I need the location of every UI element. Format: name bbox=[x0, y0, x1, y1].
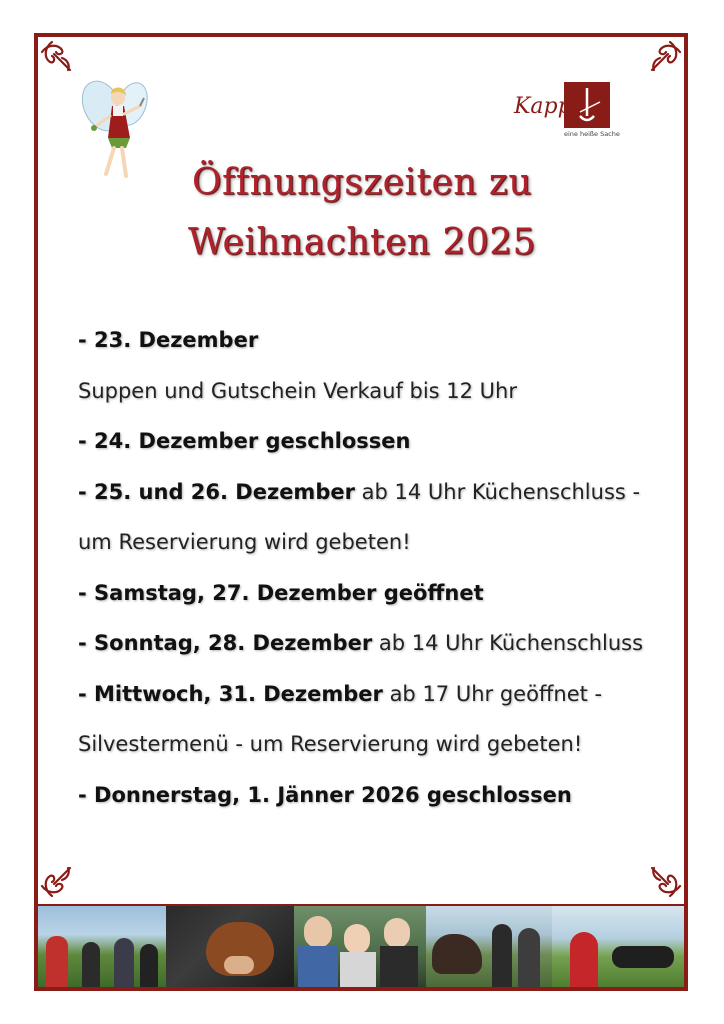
hours-line: - Sonntag, 28. Dezember ab 14 Uhr Küchenschluss bbox=[78, 631, 644, 655]
logo-wordmark: Kappl bbox=[514, 94, 579, 119]
photo-strip bbox=[38, 906, 684, 987]
photo-people-toast bbox=[294, 906, 426, 987]
hours-line: - Samstag, 27. Dezember geöffnet bbox=[78, 580, 484, 605]
photo-cow bbox=[166, 906, 294, 987]
logo-tagline: eine heiße Sache bbox=[564, 130, 620, 138]
corner-ornament-icon bbox=[646, 862, 684, 900]
photo-crowd-outdoor bbox=[38, 906, 166, 987]
hours-line: Silvestermenü - um Reservierung wird gebeten! bbox=[78, 732, 583, 756]
kappl-logo bbox=[514, 80, 618, 144]
hours-line: - Donnerstag, 1. Jänner 2026 geschlossen bbox=[78, 782, 572, 807]
hours-line: - Mittwoch, 31. Dezember ab 17 Uhr geöffnet - bbox=[78, 681, 603, 706]
hours-line: um Reservierung wird gebeten! bbox=[78, 530, 411, 554]
opening-hours-list bbox=[78, 322, 678, 827]
hours-line: - 25. und 26. Dezember ab 14 Uhr Küchenschluss - bbox=[78, 479, 641, 504]
corner-ornament-icon bbox=[38, 38, 76, 76]
page-title-line-1: Öffnungszeiten zu bbox=[191, 162, 533, 203]
hours-line: Suppen und Gutschein Verkauf bis 12 Uhr bbox=[78, 378, 518, 403]
hours-line: - 24. Dezember geschlossen bbox=[78, 429, 411, 453]
photo-horses bbox=[426, 906, 552, 987]
corner-ornament-icon bbox=[38, 862, 76, 900]
photo-pasture bbox=[552, 906, 684, 987]
hours-line: - 23. Dezember bbox=[78, 328, 259, 352]
page-title-line-2: Weihnachten 2025 bbox=[187, 222, 537, 263]
corner-ornament-icon bbox=[646, 38, 684, 76]
